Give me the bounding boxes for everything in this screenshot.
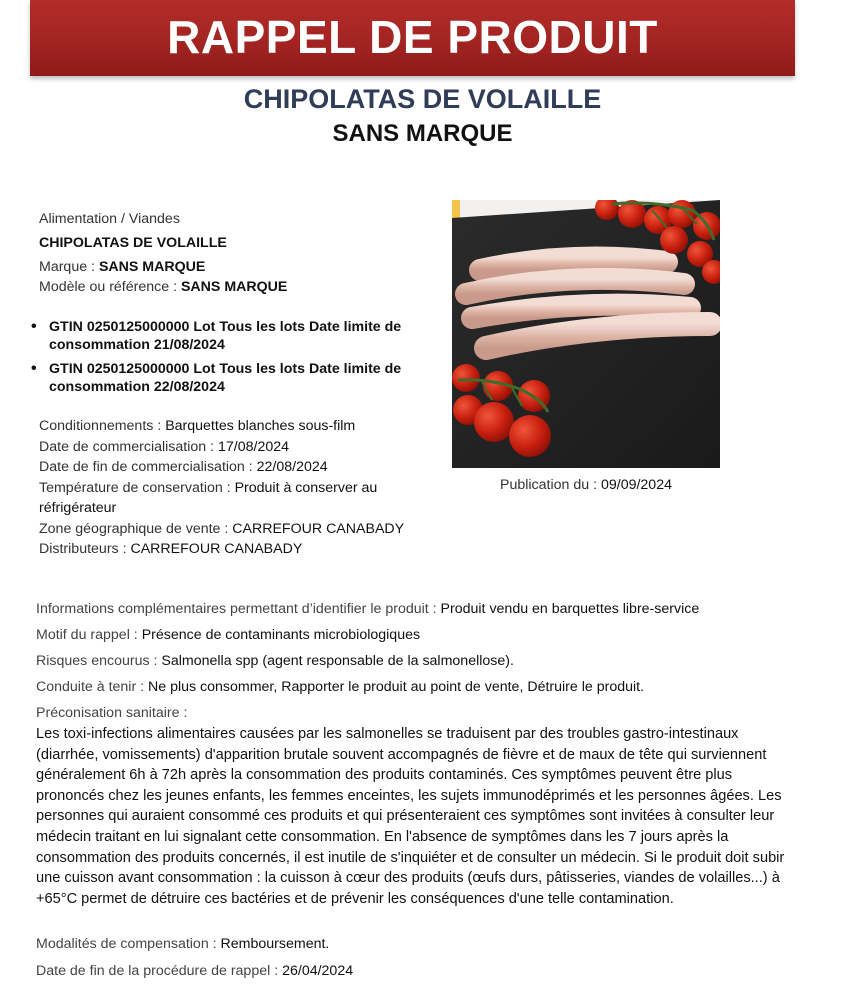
end-date-value: 22/08/2024 bbox=[256, 459, 328, 475]
zone-value: CARREFOUR CANABADY bbox=[232, 520, 405, 537]
reason-row: Motif du rappel : Présence de contaminants microbiologiques bbox=[36, 627, 421, 643]
banner-title: RAPPEL DE PRODUIT bbox=[167, 11, 658, 63]
category: Alimentation / Viandes bbox=[39, 211, 180, 227]
lot-item: • GTIN 0250125000000 Lot Tous les lots Date limite de consommation 22/08/2024 bbox=[30, 360, 410, 396]
risk-row: Risques encourus : Salmonella spp (agent responsable de la salmonellose). bbox=[36, 653, 514, 669]
end-date-row: Date de fin de commercialisation : 22/08/2024 bbox=[39, 459, 328, 475]
product-details bbox=[39, 416, 419, 560]
info-row: Informations complémentaires permettant d’identifier le produit : Produit vendu en barquettes libre-service bbox=[36, 601, 700, 617]
procedure-end-value: 26/04/2024 bbox=[282, 963, 354, 979]
packaging-value: Barquettes blanches sous-film bbox=[165, 418, 356, 434]
publication-value: 09/09/2024 bbox=[600, 477, 672, 493]
compensation-value: Remboursement. bbox=[220, 936, 330, 952]
zone-row: Zone géographique de vente : CARREFOUR CANABADY bbox=[39, 520, 405, 537]
risk-value: Salmonella spp (agent responsable de la salmonellose). bbox=[161, 653, 514, 669]
lot-list bbox=[30, 318, 410, 402]
temperature-value: Produit à conserver au réfrigérateur bbox=[39, 479, 378, 516]
product-name: CHIPOLATAS DE VOLAILLE bbox=[39, 235, 227, 251]
health-label: Préconisation sanitaire : bbox=[36, 705, 188, 721]
publication-date bbox=[452, 477, 720, 493]
distributor-value: CARREFOUR CANABADY bbox=[130, 541, 303, 557]
brand-title: SANS MARQUE bbox=[332, 120, 513, 147]
compensation-row: Modalités de compensation : Remboursement. bbox=[36, 936, 330, 952]
info-value: Produit vendu en barquettes libre-service bbox=[440, 601, 700, 617]
action-row: Conduite à tenir : Ne plus consommer, Rapporter le produit au point de vente, Détruire le produit. bbox=[36, 679, 645, 695]
product-photo bbox=[452, 200, 720, 468]
start-date-value: 17/08/2024 bbox=[218, 438, 290, 455]
reason-value: Présence de contaminants microbiologiques bbox=[141, 627, 421, 643]
distributor-row: Distributeurs : CARREFOUR CANABADY bbox=[39, 541, 303, 557]
product-title: CHIPOLATAS DE VOLAILLE bbox=[243, 84, 602, 114]
temperature-row: Température de conservation : Produit à conserver au réfrigérateur bbox=[39, 479, 378, 516]
model-label: Modèle ou référence : bbox=[39, 279, 181, 295]
packaging-row: Conditionnements : Barquettes blanches sous-film bbox=[39, 418, 356, 434]
procedure-end-row: Date de fin de la procédure de rappel : 26/04/2024 bbox=[36, 963, 354, 979]
product-info bbox=[39, 209, 419, 297]
health-text: Les toxi-infections alimentaires causées par les salmonelles se traduisent par des troubles gastro-intestinaux (diarrhée, vomissements) d'apparition brutale souvent accompagnés de fièvre et de maux de tête qui surviennent généralement 6h à 72h après la consommation des produits contaminés. Ces symptômes peuvent être plus prononcés chez les jeunes enfants, les femmes enceintes, les sujets immunodéprimés et les personnes âgées. Les personnes qui auraient consommé ces produits et qui présenteraient ces symptômes sont invitées à consulter leur médecin traitant en lui signalant cette consommation. En l'absence de symptômes dans les 7 jours après la consommation des produits concernés, il est inutile de s'inquiéter et de consulter un médecin. Si le produit doit subir une cuisson avant consommation : la cuisson à cœur des produits (œufs durs, pâtisseries, viandes de volailles...) à +65°C permet de détruire ces bactéries et de prévenir les conséquences d'une telle contamination. bbox=[36, 726, 785, 907]
model-row bbox=[39, 277, 419, 297]
brand-label: Marque : bbox=[39, 259, 99, 275]
lot-item: • GTIN 0250125000000 Lot Tous les lots Date limite de consommation 21/08/2024 bbox=[30, 318, 410, 354]
publication-label: Publication du : bbox=[500, 477, 601, 493]
brand-row bbox=[39, 257, 419, 277]
model-value: SANS MARQUE bbox=[180, 279, 288, 295]
recall-banner bbox=[30, 0, 795, 76]
start-date-row: Date de commercialisation : 17/08/2024 bbox=[39, 438, 290, 455]
action-value: Ne plus consommer, Rapporter le produit au point de vente, Détruire le produit. bbox=[148, 679, 645, 695]
brand-value: SANS MARQUE bbox=[98, 259, 206, 275]
